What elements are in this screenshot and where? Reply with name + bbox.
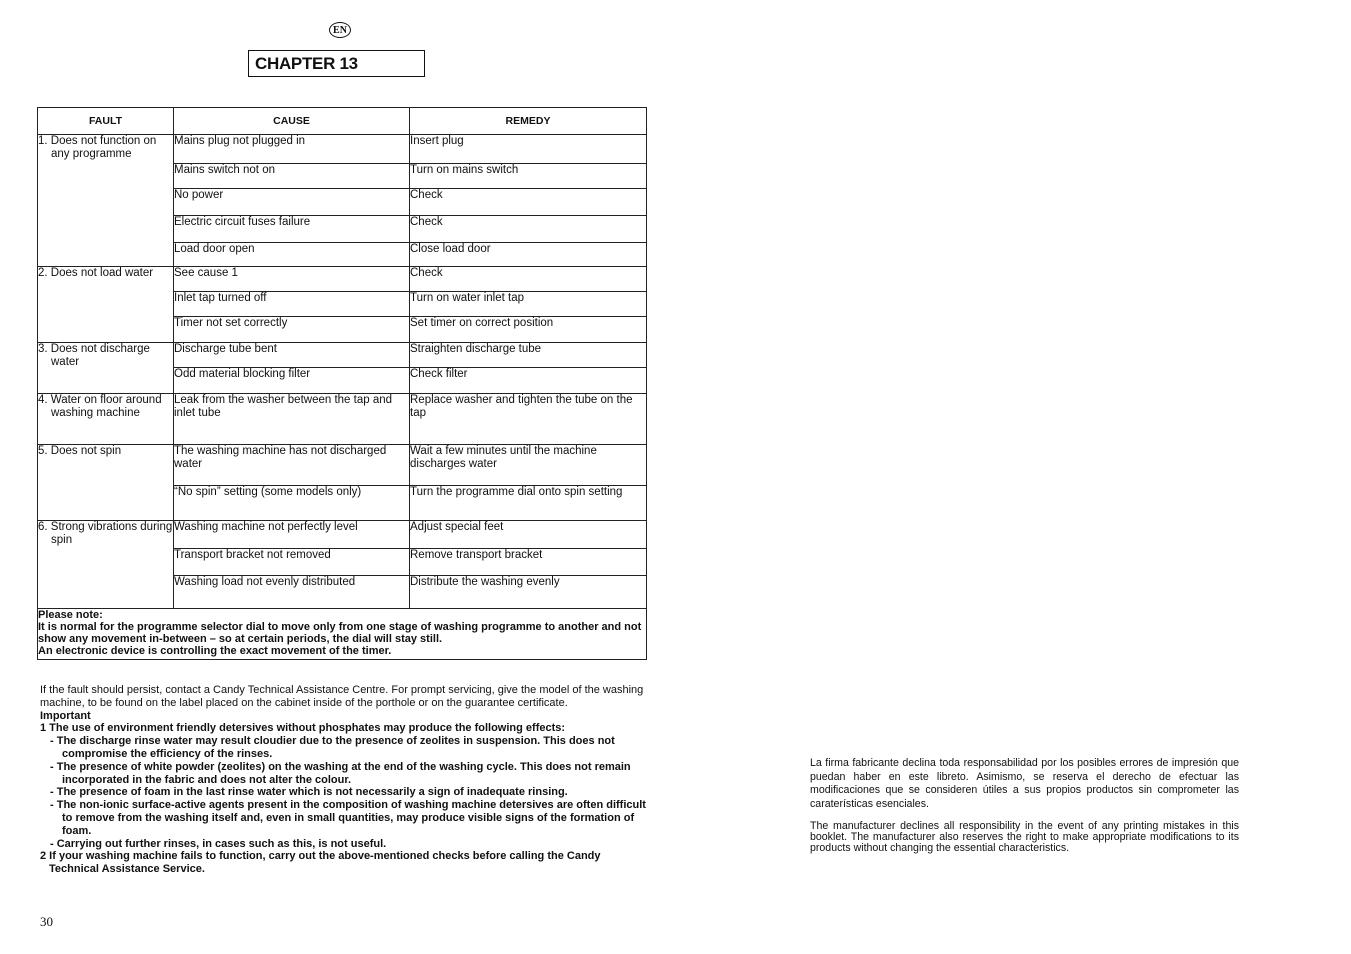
fault-label: 4. Water on floor around washing machine (38, 394, 162, 419)
remedy-cell: Close load door (410, 243, 647, 267)
note-title: Please note: (38, 609, 103, 621)
remedy-cell: Remove transport bracket (410, 549, 647, 576)
cause-cell: Odd material blocking filter (174, 368, 410, 394)
troubleshooting-table (37, 107, 647, 660)
chapter-title: CHAPTER 13 (248, 50, 425, 77)
cause-cell: The washing machine has not discharged water (174, 445, 410, 486)
dash-item: - Carrying out further rinses, in cases such as this, is not useful. (50, 837, 387, 850)
fault-header: FAULT (38, 108, 174, 135)
cause-cell: Electric circuit fuses failure (174, 216, 410, 243)
fault-cell (38, 521, 174, 609)
fault-label: 3. Does not discharge water (38, 343, 150, 368)
fault-cell (38, 267, 174, 343)
dash-item: - The presence of foam in the last rinse water which is not necessarily a sign of inadequate rinsing. (50, 786, 568, 799)
note-text: An electronic device is controlling the exact movement of the timer. (38, 645, 392, 657)
cause-cell: Washing machine not perfectly level (174, 521, 410, 549)
remedy-cell: Turn the programme dial onto spin setting (410, 486, 647, 521)
dash-item: - The presence of white powder (zeolites) on the washing at the end of the washing cycle. This does not remain incorporated in the fabric and does not alter the colour. (50, 760, 631, 786)
table-row (38, 394, 647, 445)
cause-cell: Mains switch not on (174, 164, 410, 189)
fault-cell (38, 135, 174, 267)
remedy-cell: Check (410, 189, 647, 216)
cause-header: CAUSE (174, 108, 410, 135)
remedy-cell: Insert plug (410, 135, 647, 164)
cause-cell: Mains plug not plugged in (174, 135, 410, 164)
cause-cell: See cause 1 (174, 267, 410, 292)
cause-cell: Load door open (174, 243, 410, 267)
cause-cell: Washing load not evenly distributed (174, 576, 410, 609)
cause-cell: Timer not set correctly (174, 317, 410, 343)
fault-cell (38, 343, 174, 394)
table-row (38, 521, 647, 549)
page-number: 30 (40, 914, 53, 929)
remedy-cell: Set timer on correct position (410, 317, 647, 343)
dash-item: - The discharge rinse water may result cloudier due to the presence of zeolites in suspension. This does not compromise the efficiency of the rinses. (50, 735, 615, 760)
dash-item: - The non-ionic surface-active agents present in the composition of washing machine detersives are often difficult to remove from the washing itself and, even in small quantities, may produce visible signs of the formation of foam. (50, 799, 646, 837)
note-row (38, 609, 647, 660)
remedy-cell: Distribute the washing evenly (410, 576, 647, 609)
remedy-cell: Turn on water inlet tap (410, 292, 647, 317)
body-text (40, 684, 646, 876)
remedy-cell: Turn on mains switch (410, 164, 647, 189)
remedy-cell: Check (410, 216, 647, 243)
cause-cell: Transport bracket not removed (174, 549, 410, 576)
remedy-header: REMEDY (410, 108, 647, 135)
fault-label: 6. Strong vibrations during spin (38, 521, 173, 546)
numbered-item: 2 If your washing machine fails to function, carry out the above-mentioned checks before calling the Candy Technical Assistance Service. (40, 850, 601, 876)
cause-cell: “No spin” setting (some models only) (174, 486, 410, 521)
remedy-cell: Check filter (410, 368, 647, 394)
important-heading: Important (40, 709, 91, 722)
cause-cell: Inlet tap turned off (174, 292, 410, 317)
cause-cell: No power (174, 189, 410, 216)
disclaimer-english: The manufacturer declines all responsibility in the event of any printing mistakes in this booklet. The manufacturer also reserves the right to make appropriate modifications to its products without changing the essential characteristics. (810, 820, 1239, 854)
disclaimer-spanish: La firma fabricante declina toda responsabilidad por los posibles errores de impresión que puedan haber en este libreto. Asimismo, se reserva el derecho de efectuar las modificaciones que se consideren útiles a sus propios productos sin comprometer las caraterísticas esenciales. (810, 757, 1239, 810)
language-badge: EN (329, 22, 351, 38)
table-row (38, 267, 647, 292)
cause-cell: Discharge tube bent (174, 343, 410, 368)
table-row (38, 445, 647, 486)
fault-cell (38, 445, 174, 521)
table-header-row (38, 108, 647, 135)
remedy-cell: Wait a few minutes until the machine discharges water (410, 445, 647, 486)
cause-cell: Leak from the washer between the tap and inlet tube (174, 394, 410, 445)
table-row (38, 135, 647, 164)
fault-label: 5. Does not spin (38, 445, 122, 457)
intro-paragraph: If the fault should persist, contact a Candy Technical Assistance Centre. For prompt servicing, give the model of the washing machine, to be found on the label placed on the cabinet inside of the porthole or on the guarantee certificate. (40, 684, 644, 709)
remedy-cell: Straighten discharge tube (410, 343, 647, 368)
table-row (38, 343, 647, 368)
note-cell (38, 609, 647, 660)
numbered-item: 1 The use of environment friendly detersives without phosphates may produce the following effects: (40, 722, 566, 735)
note-text: It is normal for the programme selector dial to move only from one stage of washing programme to another and not show any movement in-between – so at certain periods, the dial will stay still. (38, 621, 642, 645)
remedy-cell: Check (410, 267, 647, 292)
fault-cell (38, 394, 174, 445)
remedy-cell: Replace washer and tighten the tube on the tap (410, 394, 647, 445)
remedy-cell: Adjust special feet (410, 521, 647, 549)
fault-label: 2. Does not load water (38, 267, 154, 279)
fault-label: 1. Does not function on any programme (38, 135, 157, 160)
